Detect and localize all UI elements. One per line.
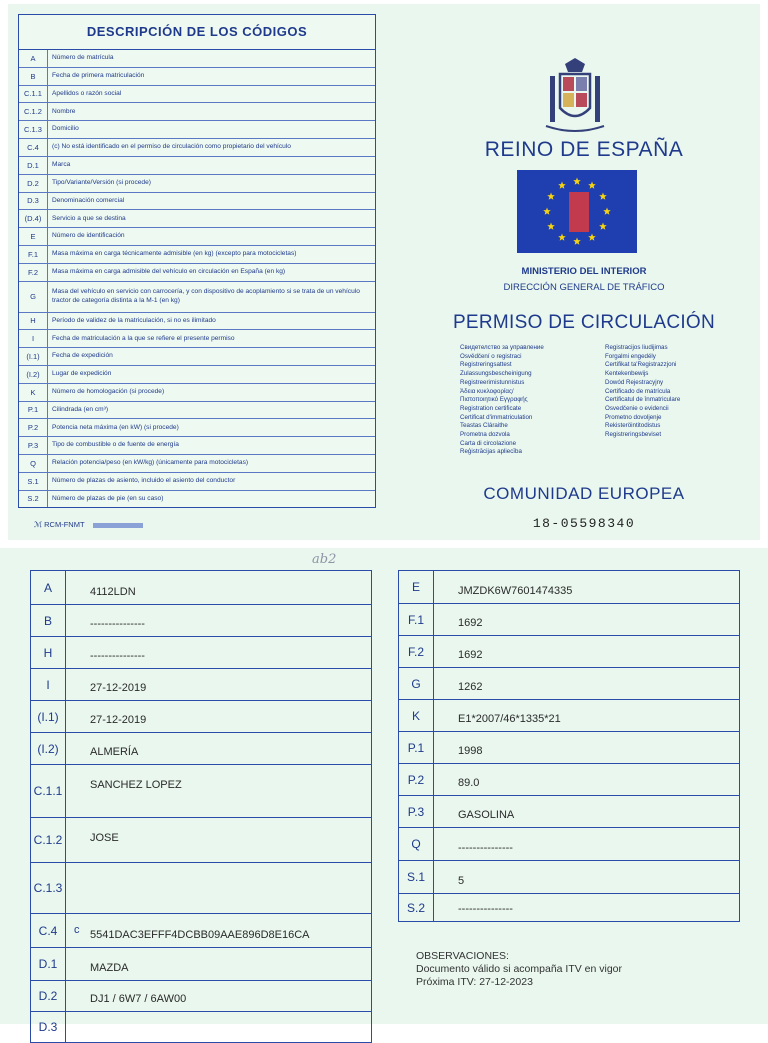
document-top-page [8, 4, 760, 544]
code-row [19, 228, 375, 246]
field-value: 1262 [458, 681, 483, 693]
field-value: JOSE [90, 832, 119, 844]
code-key: F.1 [19, 246, 48, 263]
field-row [399, 668, 739, 700]
code-row [19, 384, 375, 402]
field-code: F.1 [399, 604, 434, 635]
code-row [19, 264, 375, 282]
translation-line: Registreringsattest [460, 361, 512, 369]
field-code: S.1 [399, 861, 434, 893]
code-key: P.2 [19, 419, 48, 436]
field-value: 5 [458, 875, 465, 887]
field-subcode: c [74, 924, 80, 936]
field-value-cell [66, 765, 371, 817]
code-description: Número de homologación (si procede) [52, 388, 165, 396]
field-value: MAZDA [90, 962, 129, 974]
code-key: C.1.2 [19, 103, 48, 120]
code-key: S.2 [19, 491, 48, 508]
code-row [19, 246, 375, 264]
translation-line: Certificatul de înmatriculare [605, 396, 681, 404]
field-value: 1692 [458, 649, 483, 661]
code-key: I [19, 330, 48, 347]
code-description: Número de plazas de asiento, incluido el asiento del conductor [52, 477, 236, 485]
code-row [19, 348, 375, 366]
field-value: 5541DAC3EFFF4DCBB09AAE896D8E16CA [90, 929, 310, 941]
code-key: D.3 [19, 193, 48, 210]
code-row [19, 330, 375, 348]
code-key: C.1.1 [19, 86, 48, 103]
field-value: ALMERÍA [90, 746, 139, 758]
permit-title: PERMISO DE CIRCULACIÓN [452, 312, 716, 333]
translation-line: Forgalmi engedély [605, 352, 656, 360]
field-code: A [31, 571, 66, 604]
translation-line: Carta di circolazione [460, 439, 517, 447]
translation-line: Zulassungsbescheinigung [460, 370, 532, 378]
field-row [31, 818, 371, 863]
field-value-cell [66, 733, 371, 764]
field-value: --------------- [90, 650, 145, 662]
translation-line: Reģistrācijas apliecība [460, 448, 522, 456]
field-row [31, 914, 371, 948]
field-row [31, 701, 371, 733]
field-row [31, 1012, 371, 1042]
field-code: E [399, 571, 434, 603]
code-row [19, 103, 375, 121]
code-key: B [19, 68, 48, 85]
code-key: E [19, 228, 48, 245]
code-key: D.1 [19, 157, 48, 174]
printer-mark-label: RCM-FNMT [44, 520, 85, 529]
field-row [399, 764, 739, 796]
translation-line: Kentekenbewijs [605, 370, 649, 378]
field-row [399, 796, 739, 828]
field-row [31, 765, 371, 818]
field-value-cell [434, 636, 739, 667]
field-value-cell [434, 828, 739, 860]
field-code: Q [399, 828, 434, 860]
field-code: I [31, 669, 66, 700]
printer-mark [34, 520, 143, 529]
code-description: Período de validez de la matriculación, si no es ilimitado [52, 316, 216, 324]
translation-line: Dowód Rejestracyjny [605, 378, 664, 386]
code-description: Fecha de primera matriculación [52, 72, 145, 80]
translation-line: Rekisteröintitodistus [605, 422, 661, 430]
translation-line: Prometno dovoljenje [605, 413, 662, 421]
field-row [399, 861, 739, 894]
code-row [19, 121, 375, 139]
field-value-cell [434, 571, 739, 603]
field-row [399, 732, 739, 764]
kingdom-title: REINO DE ESPAÑA [484, 138, 684, 161]
ministry-label: MINISTERIO DEL INTERIOR [521, 266, 647, 277]
field-row [399, 700, 739, 732]
field-value-cell [434, 700, 739, 731]
code-key: K [19, 384, 48, 401]
code-row [19, 68, 375, 86]
translation-line: Osvedčenie o evidencii [605, 404, 669, 412]
code-description: Denominación comercial [52, 196, 125, 204]
translation-line: Certificat d'immatriculation [460, 413, 533, 421]
direction-label: DIRECCIÓN GENERAL DE TRÁFICO [503, 282, 665, 293]
field-code: B [31, 605, 66, 636]
field-row [399, 828, 739, 861]
field-code: P.2 [399, 764, 434, 795]
code-description: Tipo/Variante/Versión (si procede) [52, 179, 151, 187]
document-bottom-page [0, 548, 768, 1034]
code-key: D.2 [19, 175, 48, 192]
field-code: H [31, 637, 66, 668]
field-value: 4112LDN [90, 586, 136, 598]
code-description: Masa máxima en carga técnicamente admisible (en kg) (excepto para motocicletas) [52, 250, 297, 258]
code-key: (D.4) [19, 210, 48, 227]
field-value-cell [434, 764, 739, 795]
field-row [31, 571, 371, 605]
field-value: GASOLINA [458, 809, 515, 821]
field-value: --------------- [90, 618, 145, 630]
code-key: Q [19, 455, 48, 472]
code-row [19, 313, 375, 331]
serial-number: 18-05598340 [532, 516, 636, 531]
field-value: 89.0 [458, 777, 480, 789]
code-description: Fecha de expedición [52, 352, 113, 360]
spanish-coat-of-arms-icon [542, 58, 608, 138]
code-description: Nombre [52, 107, 76, 115]
code-key: G [19, 282, 48, 312]
translation-line: Registreringsbeviset [605, 431, 662, 439]
field-code: C.1.3 [31, 863, 66, 913]
field-value-cell [66, 914, 371, 947]
field-code: (I.1) [31, 701, 66, 732]
field-value: --------------- [458, 842, 513, 854]
field-value: SANCHEZ LOPEZ [90, 779, 182, 791]
code-key: P.3 [19, 437, 48, 454]
field-row [31, 669, 371, 701]
field-row [399, 894, 739, 921]
field-value: DJ1 / 6W7 / 6AW00 [90, 993, 187, 1005]
field-code: F.2 [399, 636, 434, 667]
translation-line: Osvědčení o registraci [460, 352, 522, 360]
code-description: Domicilio [52, 125, 79, 133]
code-key: H [19, 313, 48, 330]
code-row [19, 139, 375, 157]
field-value: 27-12-2019 [90, 714, 147, 726]
code-key: C.1.3 [19, 121, 48, 138]
field-value-cell [66, 981, 371, 1011]
code-row [19, 455, 375, 473]
field-code: C.4 [31, 914, 66, 947]
code-description: Relación potencia/peso (en kW/kg) (únicamente para motocicletas) [52, 459, 249, 467]
field-value-cell [66, 701, 371, 732]
code-row [19, 50, 375, 68]
field-code: D.2 [31, 981, 66, 1011]
field-row [31, 637, 371, 669]
field-row [31, 981, 371, 1012]
handwritten-note: ab2 [312, 552, 337, 567]
translation-line: Registreerimistunnistus [460, 378, 525, 386]
field-value-cell [434, 604, 739, 635]
translation-line: Teastas Cláraithe [460, 422, 508, 430]
code-key: P.1 [19, 402, 48, 419]
field-value-cell [66, 948, 371, 980]
field-row [31, 948, 371, 981]
field-code: P.1 [399, 732, 434, 763]
code-description: Masa máxima en carga admisible del vehículo en circulación en España (en kg) [52, 268, 286, 276]
field-row [31, 733, 371, 765]
field-value-cell [66, 669, 371, 700]
field-value-cell [66, 605, 371, 636]
code-row [19, 175, 375, 193]
code-key: F.2 [19, 264, 48, 281]
field-value-cell [434, 894, 739, 921]
field-code: G [399, 668, 434, 699]
translations-block [460, 344, 750, 457]
field-value-cell [66, 637, 371, 668]
translations-right [605, 344, 750, 457]
code-row [19, 210, 375, 228]
field-value: 1998 [458, 745, 483, 757]
code-row [19, 402, 375, 420]
code-key: S.1 [19, 473, 48, 490]
field-value-cell [66, 571, 371, 604]
translation-line: Prometna dozvola [460, 431, 510, 439]
codes-table-title: DESCRIPCIÓN DE LOS CÓDIGOS [19, 15, 375, 50]
code-row [19, 86, 375, 104]
code-description: Servicio a que se destina [52, 214, 126, 222]
translation-line: Άδεια κυκλοφορίας/ [460, 387, 514, 395]
code-row [19, 282, 375, 313]
code-description: Número de identificación [52, 232, 125, 240]
field-value: JMZDK6W7601474335 [458, 585, 573, 597]
field-code: C.1.2 [31, 818, 66, 862]
code-row [19, 419, 375, 437]
field-row [31, 605, 371, 637]
fnmt-logo-icon: ℳ [34, 520, 43, 529]
field-row [399, 636, 739, 668]
code-description: Número de matrícula [52, 54, 114, 62]
code-key: (I.2) [19, 366, 48, 383]
translation-line: Свидетелство за управление [460, 344, 544, 351]
field-value: --------------- [458, 903, 513, 915]
translation-line: Certifikat ta'Registrazzjoni [605, 361, 677, 369]
code-description: Cilindrada (en cm³) [52, 405, 109, 413]
community-title: COMUNIDAD EUROPEA [483, 484, 685, 503]
code-description: Masa del vehículo en servicio con carrocería, y con dispositivo de acoplamiento si se trata de un vehículo tractor de categoría distinta a la M-1 (en kg) [52, 288, 360, 304]
field-code: P.3 [399, 796, 434, 827]
observations-title: OBSERVACIONES: [416, 950, 509, 962]
codes-description-table [18, 14, 376, 508]
code-key: C.4 [19, 139, 48, 156]
vehicle-owner-table [30, 570, 372, 1043]
code-row [19, 366, 375, 384]
translation-line: Certificado de matrícula [605, 387, 671, 395]
observations-line-2: Próxima ITV: 27-12-2023 [416, 976, 533, 988]
field-value-cell [434, 861, 739, 893]
code-description: Lugar de expedición [52, 370, 112, 378]
vehicle-specs-table [398, 570, 740, 922]
code-description: Apellidos o razón social [52, 89, 122, 97]
printer-bar [93, 523, 143, 528]
code-description: Marca [52, 161, 71, 169]
field-code: (I.2) [31, 733, 66, 764]
field-value-cell [434, 732, 739, 763]
field-value: E1*2007/46*1335*21 [458, 713, 561, 725]
translation-line: Πιστοποιητικό Εγγραφής [460, 396, 528, 404]
translations-left [460, 344, 605, 457]
field-value-cell [434, 668, 739, 699]
code-row [19, 473, 375, 491]
field-value: 27-12-2019 [90, 682, 147, 694]
translation-line: Registracijos liudijimas [605, 344, 668, 351]
field-value-cell [66, 1012, 371, 1042]
field-code: K [399, 700, 434, 731]
field-value-cell [66, 818, 371, 862]
observations-line-1: Documento válido si acompaña ITV en vigor [416, 963, 623, 975]
code-row [19, 157, 375, 175]
code-description: Tipo de combustible o de fuente de energía [52, 441, 179, 449]
translation-line: Registration certificate [460, 404, 522, 412]
code-description: (c) No está identificado en el permiso de circulación como propietario del vehículo [52, 143, 291, 151]
code-description: Número de plazas de pie (en su caso) [52, 494, 164, 502]
eu-flag-icon [517, 170, 637, 253]
code-key: A [19, 50, 48, 67]
field-value: 1692 [458, 617, 483, 629]
field-row [31, 863, 371, 914]
field-value-cell [434, 796, 739, 827]
code-description: Fecha de matriculación a la que se refiere el presente permiso [52, 334, 235, 342]
code-key: (I.1) [19, 348, 48, 365]
code-description: Potencia neta máxima (en kW) (si procede) [52, 423, 179, 431]
code-row [19, 437, 375, 455]
field-row [399, 571, 739, 604]
field-code: D.1 [31, 948, 66, 980]
field-row [399, 604, 739, 636]
field-code: D.3 [31, 1012, 66, 1042]
field-code: C.1.1 [31, 765, 66, 817]
code-row [19, 193, 375, 211]
permit-cover [408, 4, 760, 544]
observations-block [416, 950, 622, 989]
field-value-cell [66, 863, 371, 913]
code-row [19, 491, 375, 508]
field-code: S.2 [399, 894, 434, 921]
